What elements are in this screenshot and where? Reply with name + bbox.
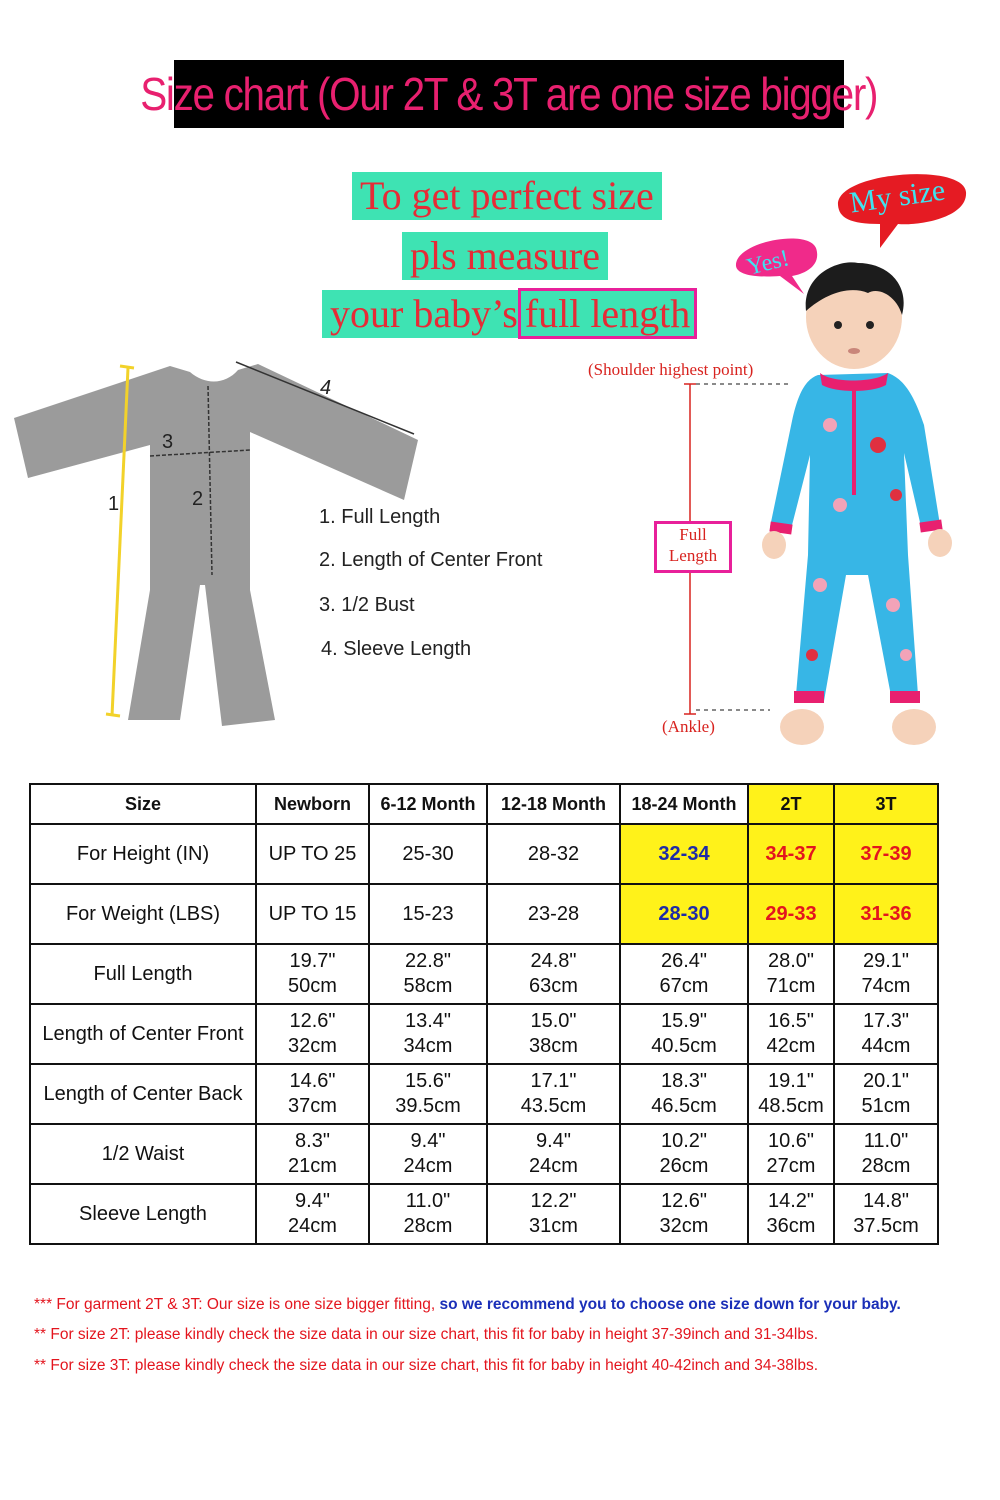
- cell-secondary-value: 34cm: [403, 1035, 453, 1057]
- cell-primary-value: 15.0": [530, 1010, 577, 1032]
- cell-secondary-value: 51cm: [861, 1095, 911, 1117]
- cell-primary-value: 26.4": [660, 950, 708, 972]
- page-title: Size chart (Our 2T & 3T are one size bigger): [140, 68, 878, 120]
- cell-secondary-value: 40.5cm: [651, 1035, 717, 1057]
- cell-primary-value: 17.3": [862, 1010, 910, 1032]
- cell-secondary-value: 32cm: [659, 1215, 709, 1237]
- header-18-24-month: 18-24 Month: [620, 784, 748, 824]
- cell-primary-value: 29.1": [862, 950, 910, 972]
- header-size: Size: [30, 784, 256, 824]
- cell-primary-value: 16.5": [767, 1010, 815, 1032]
- cell-primary-value: 19.7": [289, 950, 336, 972]
- note-1-blue: so we recommend you to choose one size down for your baby.: [439, 1296, 901, 1313]
- table-cell: [256, 1004, 369, 1064]
- table-cell: [369, 1184, 487, 1244]
- cell-primary-value: 25-30: [402, 842, 454, 865]
- cell-primary-value: 15.6": [404, 1070, 452, 1092]
- cell-primary-value: 28-32: [527, 842, 580, 865]
- cell-primary-value: 9.4": [295, 1190, 330, 1212]
- header-2t: 2T: [748, 784, 834, 824]
- table-cell: [256, 1124, 369, 1184]
- note-2: ** For size 2T: please kindly check the size data in our size chart, this fit for baby in height 37-39inch and 31-34lbs.: [34, 1326, 819, 1343]
- cell-primary-value: 19.1": [767, 1070, 815, 1092]
- cell-primary-value: 9.4": [536, 1130, 571, 1152]
- cell-primary-value: 14.2": [767, 1190, 815, 1212]
- header-3t: 3T: [834, 784, 938, 824]
- table-cell: [620, 1184, 748, 1244]
- cell-primary-value: 29-33: [765, 902, 817, 925]
- table-cell: [487, 884, 620, 944]
- row-label: Length of Center Back: [30, 1064, 256, 1124]
- table-row: [30, 824, 938, 884]
- table-cell: [834, 1064, 938, 1124]
- cell-primary-value: 34-37: [765, 842, 817, 865]
- instruction-line-3: [322, 290, 697, 338]
- table-cell: [369, 824, 487, 884]
- table-cell: [369, 884, 487, 944]
- table-header-row: [30, 784, 938, 824]
- full-length-label-line-2: Length: [668, 546, 718, 565]
- cell-secondary-value: 44cm: [861, 1035, 911, 1057]
- table-cell: [256, 884, 369, 944]
- table-cell: [487, 1184, 620, 1244]
- cell-secondary-value: 71cm: [766, 975, 816, 997]
- table-cell: [748, 824, 834, 884]
- cell-primary-value: 37-39: [860, 842, 912, 865]
- cell-primary-value: 11.0": [863, 1130, 909, 1152]
- table-cell: [256, 944, 369, 1004]
- cell-primary-value: 8.3": [295, 1130, 330, 1152]
- table-cell: [748, 1184, 834, 1244]
- table-cell: [369, 1064, 487, 1124]
- table-cell: [748, 1124, 834, 1184]
- cell-primary-value: 9.4": [410, 1130, 446, 1152]
- marker-3: 3: [162, 431, 174, 453]
- table-cell: [256, 1064, 369, 1124]
- table-row: [30, 1064, 938, 1124]
- row-label: Sleeve Length: [30, 1184, 256, 1244]
- table-row: [30, 1184, 938, 1244]
- cell-primary-value: 12.6": [289, 1010, 336, 1032]
- cell-primary-value: 14.6": [289, 1070, 336, 1092]
- row-label: Length of Center Front: [30, 1004, 256, 1064]
- cell-primary-value: 15-23: [402, 902, 454, 925]
- header-newborn: Newborn: [256, 784, 369, 824]
- table-cell: [487, 1064, 620, 1124]
- instruction-line-2: pls measure: [402, 232, 608, 280]
- instruction-line-3-prefix: your baby’s: [330, 291, 518, 336]
- cell-secondary-value: 24cm: [403, 1155, 453, 1177]
- cell-secondary-value: 31cm: [529, 1215, 578, 1237]
- table-cell: [620, 1064, 748, 1124]
- cell-primary-value: 31-36: [860, 902, 912, 925]
- bodysuit-silhouette: [14, 364, 418, 726]
- my-size-bubble: [828, 160, 973, 255]
- table-cell: [748, 1004, 834, 1064]
- full-length-highlight: full length: [518, 288, 698, 339]
- cell-primary-value: 23-28: [527, 902, 580, 925]
- table-cell: [748, 944, 834, 1004]
- table-cell: [834, 1124, 938, 1184]
- table-cell: [834, 824, 938, 884]
- cell-primary-value: 11.0": [405, 1190, 451, 1212]
- cell-secondary-value: 32cm: [288, 1035, 337, 1057]
- row-label: For Weight (LBS): [30, 884, 256, 944]
- legend-full-length: 1. Full Length: [319, 506, 441, 528]
- title-banner: [140, 60, 878, 128]
- my-size-text: My size: [847, 173, 948, 220]
- header-12-18-month: 12-18 Month: [487, 784, 620, 824]
- cell-primary-value: 14.8": [862, 1190, 910, 1212]
- table-cell: [620, 944, 748, 1004]
- cell-primary-value: 18.3": [660, 1070, 708, 1092]
- marker-2: 2: [192, 488, 204, 510]
- cell-primary-value: 24.8": [530, 950, 577, 972]
- cell-secondary-value: 36cm: [766, 1215, 816, 1237]
- note-1-red: *** For garment 2T & 3T: Our size is one size bigger fitting,: [34, 1296, 436, 1313]
- bodysuit-diagram: [0, 350, 600, 740]
- instruction-line-1: To get perfect size: [352, 172, 662, 220]
- yes-text: Yes!: [743, 245, 792, 281]
- table-cell: [256, 1184, 369, 1244]
- cell-secondary-value: 38cm: [529, 1035, 578, 1057]
- cell-secondary-value: 21cm: [288, 1155, 337, 1177]
- table-cell: [256, 824, 369, 884]
- note-1: [34, 1296, 901, 1314]
- table-cell: [620, 1004, 748, 1064]
- table-row: [30, 1004, 938, 1064]
- cell-primary-value: 32-34: [658, 842, 710, 865]
- table-cell: [487, 1004, 620, 1064]
- table-cell: [487, 1124, 620, 1184]
- cell-secondary-value: 74cm: [861, 975, 911, 997]
- cell-primary-value: 10.2": [660, 1130, 708, 1152]
- cell-primary-value: 12.6": [660, 1190, 708, 1212]
- cell-secondary-value: 26cm: [659, 1155, 709, 1177]
- header-6-12-month: 6-12 Month: [369, 784, 487, 824]
- table-cell: [620, 884, 748, 944]
- ankle-label: (Ankle): [662, 717, 715, 736]
- legend-center-front: 2. Length of Center Front: [319, 549, 543, 571]
- cell-secondary-value: 28cm: [861, 1155, 911, 1177]
- cell-primary-value: 20.1": [862, 1070, 910, 1092]
- legend-bust: 3. 1/2 Bust: [319, 594, 415, 616]
- cell-primary-value: 22.8": [404, 950, 452, 972]
- row-label: Full Length: [30, 944, 256, 1004]
- cell-secondary-value: 28cm: [403, 1215, 453, 1237]
- table-cell: [834, 884, 938, 944]
- cell-secondary-value: 24cm: [529, 1155, 578, 1177]
- table-cell: [369, 1004, 487, 1064]
- cell-secondary-value: 37cm: [288, 1095, 337, 1117]
- cell-primary-value: 15.9": [660, 1010, 708, 1032]
- full-length-label-box: [654, 521, 732, 573]
- cell-secondary-value: 39.5cm: [395, 1095, 461, 1117]
- table-row: [30, 884, 938, 944]
- table-cell: [487, 944, 620, 1004]
- cell-secondary-value: 27cm: [766, 1155, 816, 1177]
- cell-secondary-value: 58cm: [403, 975, 453, 997]
- table-row: [30, 944, 938, 1004]
- table-cell: [620, 824, 748, 884]
- table-cell: [748, 884, 834, 944]
- table-cell: [834, 1004, 938, 1064]
- cell-primary-value: 28.0": [767, 950, 815, 972]
- cell-secondary-value: 24cm: [288, 1215, 337, 1237]
- cell-primary-value: 13.4": [404, 1010, 452, 1032]
- table-row: [30, 1124, 938, 1184]
- cell-secondary-value: 43.5cm: [520, 1095, 587, 1117]
- cell-secondary-value: 42cm: [766, 1035, 816, 1057]
- row-label: 1/2 Waist: [30, 1124, 256, 1184]
- full-length-label-line-1: Full: [679, 525, 707, 544]
- table-cell: [369, 1124, 487, 1184]
- cell-primary-value: UP TO 15: [268, 902, 357, 925]
- legend-sleeve-length: 4. Sleeve Length: [321, 638, 472, 660]
- note-3: ** For size 3T: please kindly check the size data in our size chart, this fit for baby in height 40-42inch and 34-38lbs.: [34, 1357, 819, 1374]
- table-cell: [834, 944, 938, 1004]
- table-cell: [834, 1184, 938, 1244]
- cell-secondary-value: 46.5cm: [651, 1095, 717, 1117]
- cell-secondary-value: 50cm: [288, 975, 337, 997]
- table-cell: [620, 1124, 748, 1184]
- table-cell: [487, 824, 620, 884]
- marker-4: 4: [320, 377, 332, 399]
- cell-primary-value: 12.2": [530, 1190, 577, 1212]
- cell-primary-value: 17.1": [530, 1070, 577, 1092]
- size-table: [29, 783, 939, 1245]
- cell-primary-value: 10.6": [767, 1130, 815, 1152]
- table-cell: [748, 1064, 834, 1124]
- cell-secondary-value: 37.5cm: [853, 1215, 919, 1237]
- table-cell: [369, 944, 487, 1004]
- cell-secondary-value: 63cm: [529, 975, 578, 997]
- row-label: For Height (IN): [30, 824, 256, 884]
- cell-primary-value: 28-30: [658, 902, 710, 925]
- shoulder-label: (Shoulder highest point): [588, 360, 754, 379]
- cell-secondary-value: 67cm: [659, 975, 709, 997]
- marker-1: 1: [108, 493, 120, 515]
- cell-primary-value: UP TO 25: [268, 842, 357, 865]
- cell-secondary-value: 48.5cm: [758, 1095, 824, 1117]
